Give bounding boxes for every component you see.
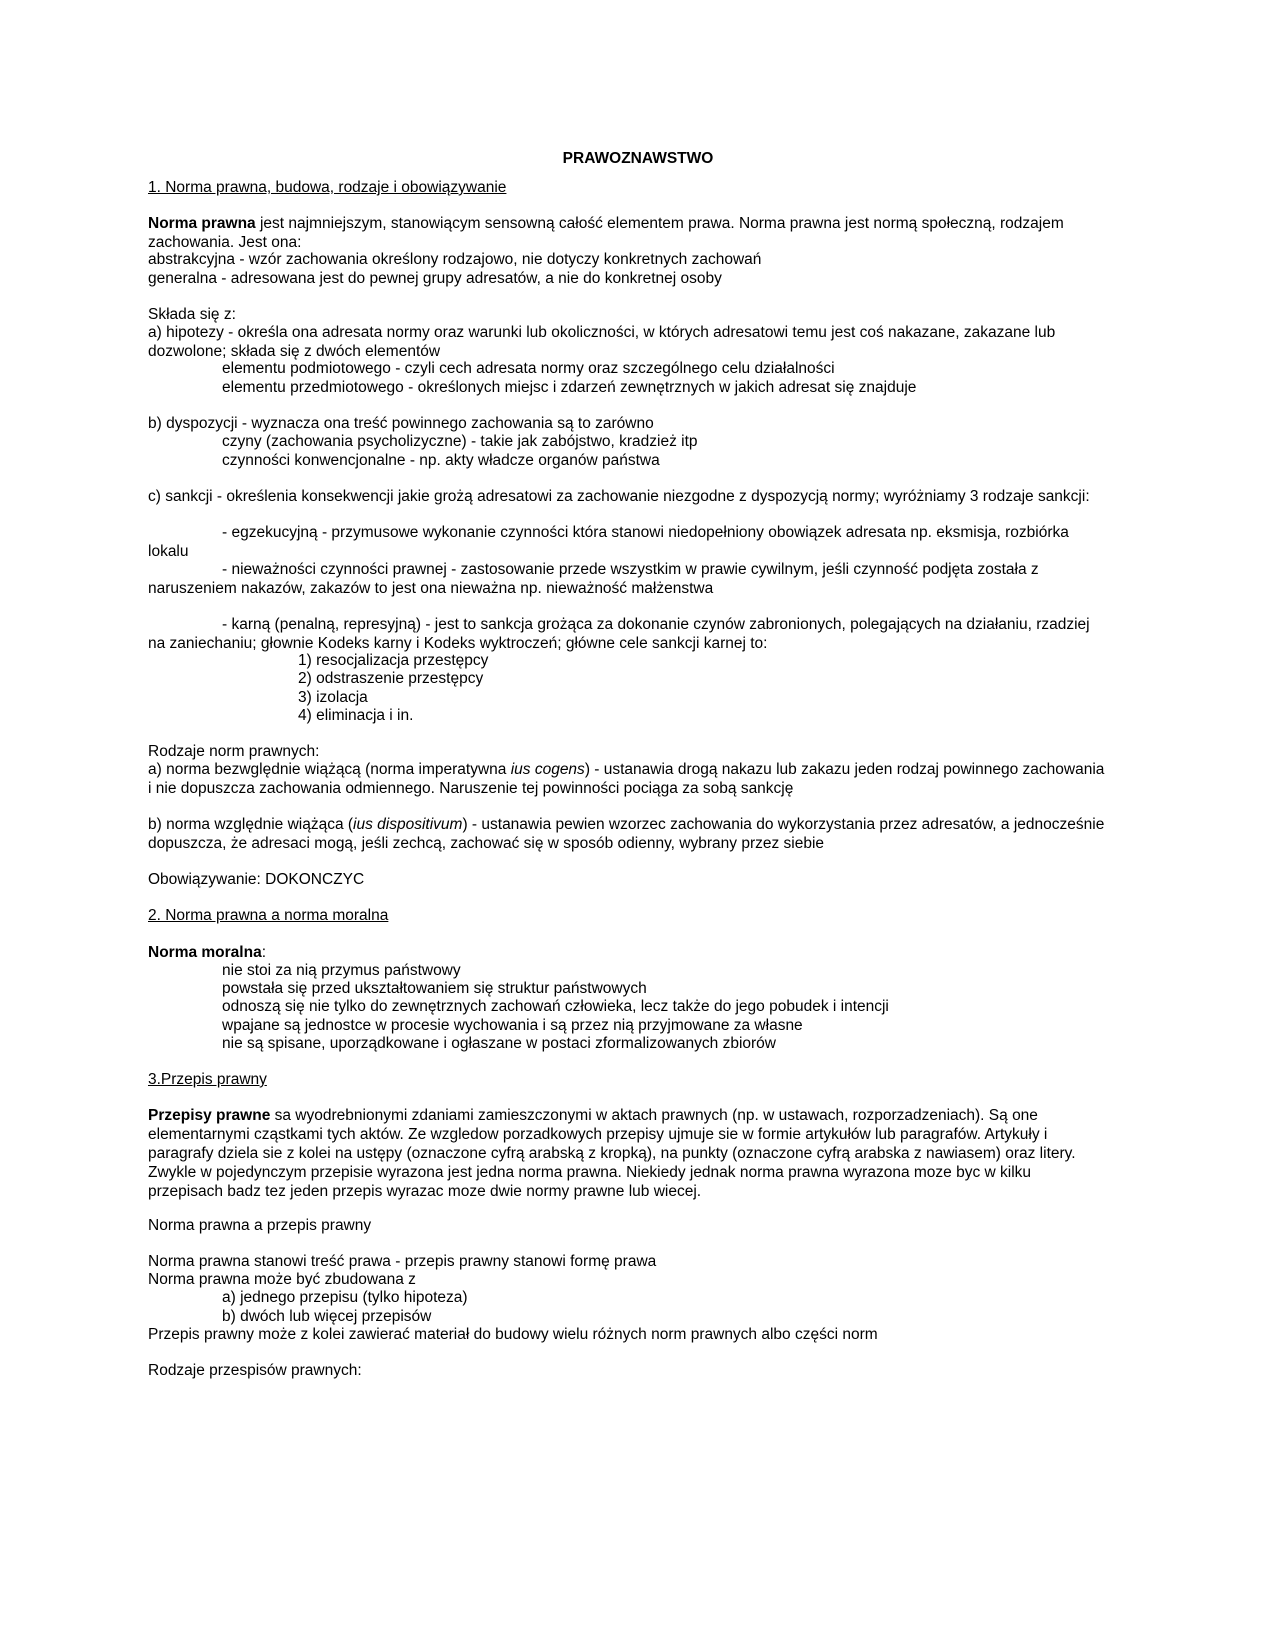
przepisy-prawne-text: sa wyodrebnionymi zdaniami zamieszczonymi w aktach prawnych (np. w ustawach, rozporzadzeniach). Są one elementarnymi cząstkami tych aktów. Ze wzgledow porzadkowych przepisy ujmuje sie w formie artykułów lub paragrafów. Artykuły i paragrafy dziela sie z kolei na ustępy (oznaczone cyfrą arabską z kropką), na punkty (oznaczone cyfrą arabska z nawiasem) oraz litery. Zwykle w pojedynczym przepisie wyrazona jest jedna norma prawna. Niekiedy jednak norma prawna wyrazona moze byc w kilku przepisach badz tez jeden przepis wyrazac moze dwie normy prawne lub wiecej. (148, 1107, 1076, 1200)
sklada-sie-line: Składa się z: (148, 306, 236, 323)
tresc-forma-line: Norma prawna stanowi treść prawa - przepis prawny stanowi formę prawa (148, 1253, 657, 1270)
section-3-heading: 3.Przepis prawny (148, 1071, 267, 1088)
norma-a-text-2: ) - ustanawia drogą nakazu lub zakazu jeden rodzaj powinnego zachowania i nie dopuszcza zachowania odmiennego. Naruszenie tej powinności pociąga za sobą sankcję (148, 761, 1105, 797)
norma-bezwzglednie-wiazaca (148, 760, 1108, 798)
norma-moralna-item-4: wpajane są jednostce w procesie wychowania i są przez nią przyjmowane za własne (222, 1017, 803, 1034)
norma-a-text-1: a) norma bezwględnie wiążącą (norma imperatywna (148, 761, 511, 778)
norma-moralna-item-5: nie są spisane, uporządkowane i ogłaszane w postaci zformalizowanych zbiorów (222, 1035, 776, 1052)
sankcja-karna: - karną (penalną, represyjną) - jest to sankcja grożąca za dokonanie czynów zabronionych, polegających na działaniu, rzadziej na zaniechaniu; głownie Kodeks karny i Kodeks wyktroczeń; główne cele sankcji karnej to: (148, 616, 1090, 652)
document-title: PRAWOZNAWSTWO (562, 150, 714, 167)
przepisy-prawne-term: Przepisy prawne (148, 1107, 271, 1124)
norma-moralna-label (148, 943, 1108, 962)
norma-prawna-definition (148, 214, 1108, 252)
rodzaje-norm-heading: Rodzaje norm prawnych: (148, 743, 320, 760)
norma-prawna-text: jest najmniejszym, stanowiącym sensowną całość elementem prawa. Norma prawna jest normą społeczną, rodzajem zachowania. Jest ona: (148, 215, 1064, 251)
zbudowana-z-line: Norma prawna może być zbudowana z (148, 1271, 416, 1288)
norma-b-text-1: b) norma względnie wiążąca ( (148, 816, 354, 833)
obowiazywanie-line: Obowiązywanie: DOKONCZYC (148, 871, 365, 888)
section-1-heading: 1. Norma prawna, budowa, rodzaje i obowiązywanie (148, 179, 507, 196)
generalna-line: generalna - adresowana jest do pewnej grupy adresatów, a nie do konkretnej osoby (148, 270, 722, 287)
przepisy-prawne-paragraph (148, 1106, 1108, 1201)
hipotezy-sub-2: elementu przedmiotowego - określonych miejsc i zdarzeń zewnętrznych w jakich adresat się znajduje (222, 379, 917, 396)
norma-moralna-item-2: powstała się przed ukształtowaniem się struktur państwowych (222, 980, 647, 997)
hipotezy-line: a) hipotezy - określa ona adresata normy oraz warunki lub okoliczności, w których adresatowi temu jest coś nakazane, zakazane lub dozwolone; składa się z dwóch elementów (148, 324, 1056, 360)
norma-moralna-item-3: odnoszą się nie tylko do zewnętrznych zachowań człowieka, lecz także do jego pobudek i intencji (222, 998, 889, 1015)
ius-dispositivum: ius dispositivum (353, 816, 463, 833)
norma-wzglednie-wiazaca (148, 815, 1108, 853)
cel-sankcji-4: 4) eliminacja i in. (298, 707, 414, 724)
norma-moralna-item-1: nie stoi za nią przymus państwowy (222, 962, 461, 979)
jednego-przepisu-line: a) jednego przepisu (tylko hipoteza) (222, 1289, 468, 1306)
dyspozycji-sub-1: czyny (zachowania psycholizyczne) - takie jak zabójstwo, kradzież itp (222, 433, 698, 450)
cel-sankcji-3: 3) izolacja (298, 689, 368, 706)
sankcja-niewaznosci: - nieważności czynności prawnej - zastosowanie przede wszystkim w prawie cywilnym, jeśli czynność podjęta została z naruszeniem nakazów, zakazów to jest ona nieważna np. nieważność małżenstwa (148, 561, 1039, 597)
page-content (148, 0, 1108, 1650)
hipotezy-sub-1: elementu podmiotowego - czyli cech adresata normy oraz szczególnego celu działalności (222, 360, 835, 377)
dyspozycji-line: b) dyspozycji - wyznacza ona treść powinnego zachowania są to zarówno (148, 415, 654, 432)
przepis-zawierac-line: Przepis prawny może z kolei zawierać materiał do budowy wielu różnych norm prawnych albo części norm (148, 1326, 878, 1343)
norma-moralna-term: Norma moralna (148, 944, 262, 961)
norma-moralna-colon: : (261, 944, 267, 961)
norma-b-text-2: ) - ustanawia pewien wzorzec zachowania do wykorzystania przez adresatów, a jednocześnie dopuszcza, że adresaci mogą, jeśli zechcą, zachować się w sposób odienny, wybrany przez siebie (148, 816, 1105, 852)
sankcja-egzekucyjna: - egzekucyjną - przymusowe wykonanie czynności która stanowi niedopełniony obowiązek adresata np. eksmisja, rozbiórka lokalu (148, 524, 1069, 560)
norma-a-przepis-heading: Norma prawna a przepis prawny (148, 1217, 372, 1234)
abstrakcyjna-line: abstrakcyjna - wzór zachowania określony rodzajowo, nie dotyczy konkretnych zachowań (148, 251, 762, 268)
ius-cogens: ius cogens (510, 761, 585, 778)
norma-prawna-term: Norma prawna (148, 215, 256, 232)
cel-sankcji-2: 2) odstraszenie przestępcy (298, 670, 484, 687)
dyspozycji-sub-2: czynności konwencjonalne - np. akty władcze organów państwa (222, 452, 660, 469)
sankcji-line: c) sankcji - określenia konsekwencji jakie grożą adresatowi za zachowanie niezgodne z dyspozycją normy; wyróżniamy 3 rodzaje sankcji: (148, 488, 1090, 505)
dwoch-przepisow-line: b) dwóch lub więcej przepisów (222, 1308, 432, 1325)
cel-sankcji-1: 1) resocjalizacja przestępcy (298, 652, 489, 669)
rodzaje-przepisow-heading: Rodzaje przespisów prawnych: (148, 1362, 362, 1379)
section-2-heading: 2. Norma prawna a norma moralna (148, 907, 389, 924)
